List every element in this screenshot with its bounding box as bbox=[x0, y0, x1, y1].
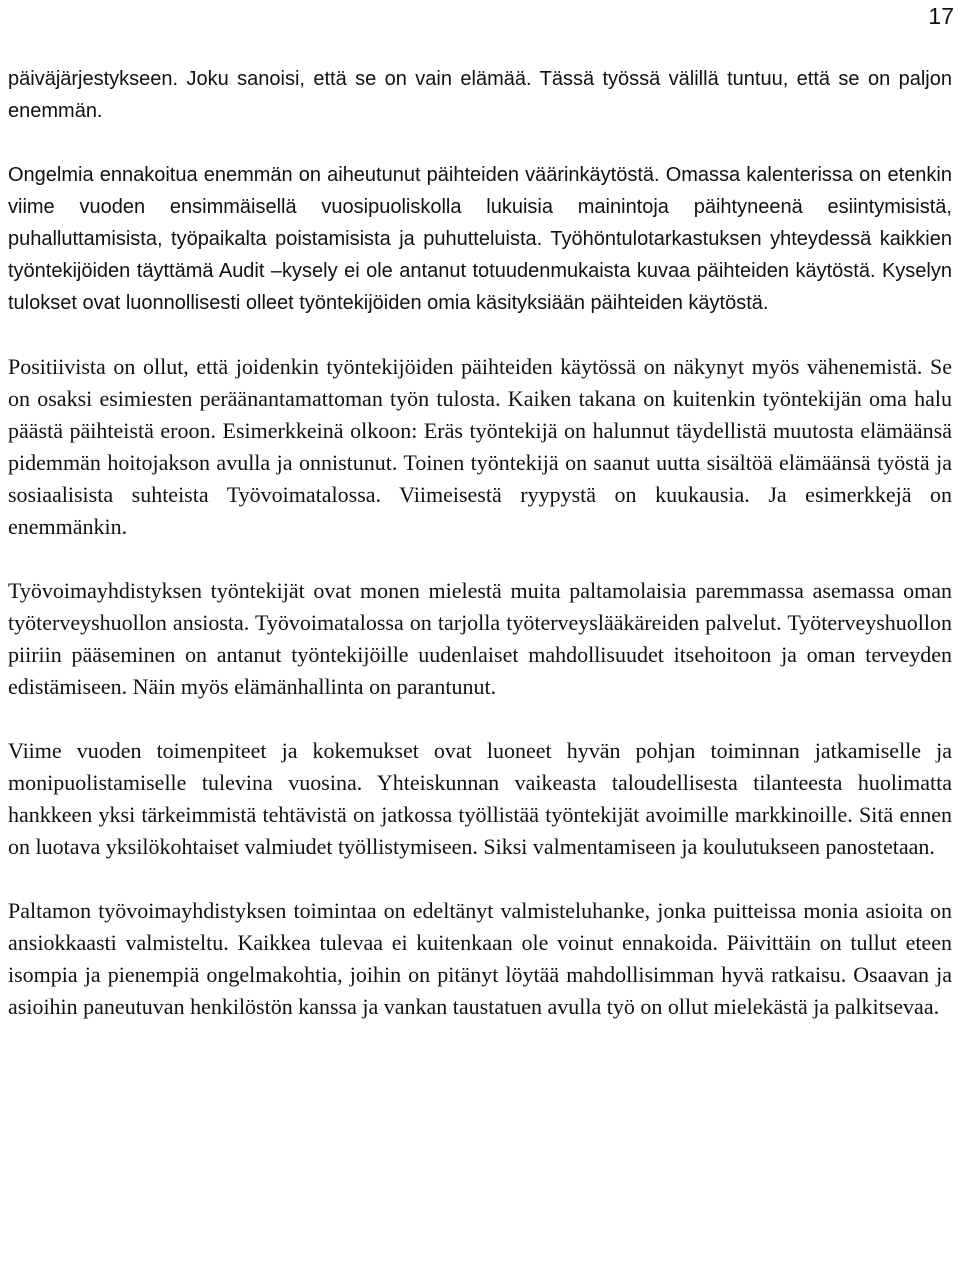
paragraph-gap bbox=[8, 863, 952, 895]
paragraph-continuation: päiväjärjestykseen. Joku sanoisi, että se on vain elämää. Tässä työssä välillä tuntuu, että se on paljon enemmän. bbox=[8, 68, 952, 122]
document-body bbox=[8, 63, 952, 1023]
paragraph-gap bbox=[8, 543, 952, 575]
paragraph-future-plans: Viime vuoden toimenpiteet ja kokemukset ovat luoneet hyvän pohjan toiminnan jatkamiselle ja monipuolistamiselle tulevina vuosina. Yhteiskunnan vaikeasta taloudellisesta tilanteesta huolimatta hankkeen yksi tärkeimmistä tehtävistä on jatkossa työllistää työntekijät avoimille markkinoille. Sitä ennen on luotava yksilökohtaiset valmiudet työllistymiseen. Siksi valmentamiseen ja koulutukseen panostetaan. bbox=[8, 738, 952, 859]
paragraph-preparation-project: Paltamon työvoimayhdistyksen toimintaa on edeltänyt valmisteluhanke, jonka puitteissa monia asioita on ansiokkaasti valmisteltu. Kaikkea tulevaa ei kuitenkaan ole voinut ennakoida. Päivittäin on tullut eteen isompia ja pienempiä ongelmakohtia, joihin on pitänyt löytää mahdollisimman hyvä ratkaisu. Osaavan ja asioihin paneutuvan henkilöstön kanssa ja vankan taustatuen avulla työ on ollut mielekästä ja palkitsevaa. bbox=[8, 898, 952, 1019]
paragraph-gap bbox=[8, 127, 952, 159]
paragraph-substance-abuse: Ongelmia ennakoitua enemmän on aiheutunut päihteiden väärinkäytöstä. Omassa kalenterissa on etenkin viime vuoden ensimmäisellä vuosipuoliskolla lukuisia mainintoja päihtyneenä esiintymisistä, puhalluttamisista, työpaikalta poistamisista ja puhutteluista. Työhöntulotarkastuksen yhteydessä kaikkien työntekijöiden täyttämä Audit –kysely ei ole antanut totuudenmukaista kuvaa päihteiden käytöstä. Kyselyn tulokset ovat luonnollisesti olleet työntekijöiden omia käsityksiään päihteiden käytöstä. bbox=[8, 164, 952, 314]
page-number: 17 bbox=[928, 3, 954, 29]
paragraph-gap bbox=[8, 703, 952, 735]
paragraph-occupational-health: Työvoimayhdistyksen työntekijät ovat monen mielestä muita paltamolaisia paremmassa asemassa oman työterveyshuollon ansiosta. Työvoimatalossa on tarjolla työterveyslääkäreiden palvelut. Työterveyshuollon piiriin pääseminen on antanut työntekijöille uudenlaiset mahdollisuudet itsehoitoon ja oman terveyden edistämiseen. Näin myös elämänhallinta on parantunut. bbox=[8, 578, 952, 699]
paragraph-gap bbox=[8, 319, 952, 351]
paragraph-positive-outcomes: Positiivista on ollut, että joidenkin työntekijöiden päihteiden käytössä on näkynyt myös vähenemistä. Se on osaksi esimiesten peräänantamattoman työn tulosta. Kaiken takana on kuitenkin työntekijän oma halu päästä päihteistä eroon. Esimerkkeinä olkoon: Eräs työntekijä on halunnut täydellistä muutosta elämäänsä pidemmän hoitojakson avulla ja onnistunut. Toinen työntekijä on saanut uutta sisältöä elämäänsä työstä ja sosiaalisista suhteista Työvoimatalossa. Viimeisestä ryypystä on kuukausia. Ja esimerkkejä on enemmänkin. bbox=[8, 354, 952, 539]
